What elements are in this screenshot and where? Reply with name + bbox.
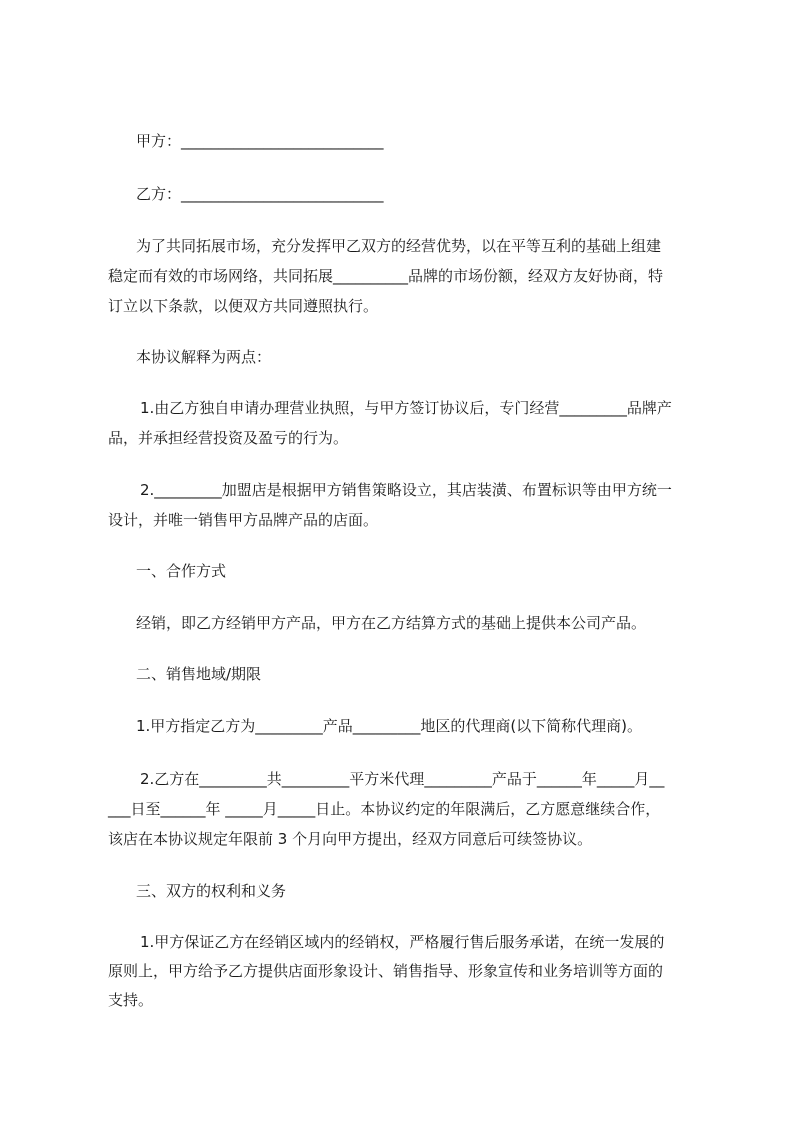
interpretation-1-line-2: 品，并承担经营投资及盈亏的行为。 [108,429,349,447]
section-1-body: 经销，即乙方经销甲方产品，甲方在乙方结算方式的基础上提供本公司产品。 [136,614,647,632]
section-2-item-2-line-3: 该店在本协议规定年限前 3 个月向甲方提出，经双方同意后可续签协议。 [108,830,593,848]
interpretation-heading: 本协议解释为两点： [136,348,272,366]
section-1-heading: 一、合作方式 [136,562,227,580]
section-2-item-1: 1.甲方指定乙方为_________产品_________地区的代理商(以下简称代理商)。 [136,717,643,735]
section-3-heading: 三、双方的权利和义务 [136,882,287,900]
section-3-item-1-line-3: 支持。 [108,991,154,1009]
section-2-heading: 二、销售地域/期限 [136,665,262,683]
intro-line-3: 订立以下条款，以便双方共同遵照执行。 [108,297,379,315]
interpretation-2-line-2: 设计，并唯一销售甲方品牌产品的店面。 [108,511,379,529]
interpretation-2-line-1: 2._________加盟店是根据甲方销售策略设立，其店装潢、布置标识等由甲方统一 [140,481,672,499]
party-b-line: 乙方：___________________________ [136,185,384,203]
party-a-line: 甲方：___________________________ [136,132,384,150]
section-2-item-2-line-1: 2.乙方在_________共_________平方米代理_________产品于______年_____月__ [140,770,665,788]
intro-line-1: 为了共同拓展市场，充分发挥甲乙双方的经营优势，以在平等互利的基础上组建 [136,237,662,255]
intro-line-2: 稳定而有效的市场网络，共同拓展__________品牌的市场份额，经双方友好协商，特 [108,267,664,285]
interpretation-1-line-1: 1.由乙方独自申请办理营业执照，与甲方签订协议后，专门经营_________品牌产 [140,399,672,417]
section-3-item-1-line-1: 1.甲方保证乙方在经销区域内的经销权，严格履行售后服务承诺，在统一发展的 [140,933,665,951]
section-3-item-1-line-2: 原则上，甲方给予乙方提供店面形象设计、销售指导、形象宣传和业务培训等方面的 [108,962,664,980]
section-2-item-2-line-2: ___日至______年 _____月_____日止。本协议约定的年限满后，乙方愿意继续合作， [108,800,661,818]
